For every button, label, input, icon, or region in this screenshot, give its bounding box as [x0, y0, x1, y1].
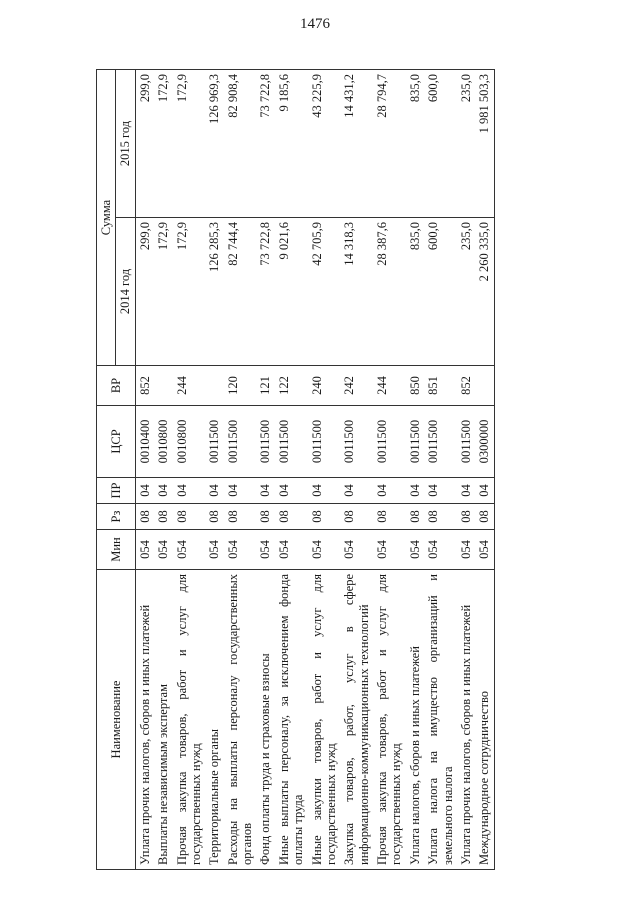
cell-csr: 0011500	[457, 406, 475, 478]
table-row	[475, 70, 494, 870]
cell-pr: 04	[205, 478, 223, 504]
cell-pr: 04	[457, 478, 475, 504]
cell-vr: 121	[256, 366, 274, 406]
cell-y2014: 600,0	[424, 218, 457, 366]
header-sum: Сумма	[97, 70, 116, 366]
cell-rz: 08	[154, 504, 172, 530]
cell-csr: 0011500	[205, 406, 223, 478]
cell-rz: 08	[135, 504, 154, 530]
cell-name: Территориальные органы	[205, 570, 223, 870]
cell-name: Международное сотрудничество	[475, 570, 494, 870]
cell-rz: 08	[406, 504, 424, 530]
cell-name: Прочая закупка товаров, работ и услуг для государственных нужд	[373, 570, 406, 870]
cell-y2015: 82 908,4	[224, 70, 257, 218]
cell-y2014: 835,0	[406, 218, 424, 366]
cell-min: 054	[424, 530, 457, 570]
cell-vr: 120	[224, 366, 257, 406]
table-row	[373, 70, 406, 870]
cell-name: Уплата налогов, сборов и иных платежей	[406, 570, 424, 870]
cell-rz: 08	[340, 504, 373, 530]
cell-vr: 852	[457, 366, 475, 406]
cell-csr: 0011500	[224, 406, 257, 478]
cell-csr: 0011500	[373, 406, 406, 478]
cell-name: Закупка товаров, работ, услуг в сфере информационно-коммуникационных технологий	[340, 570, 373, 870]
cell-min: 054	[275, 530, 308, 570]
header-csr: ЦСР	[97, 406, 136, 478]
cell-y2014: 42 705,9	[308, 218, 341, 366]
page-number: 1476	[300, 16, 330, 32]
cell-y2014: 14 318,3	[340, 218, 373, 366]
table-row	[340, 70, 373, 870]
cell-pr: 04	[256, 478, 274, 504]
cell-csr: 0010400	[135, 406, 154, 478]
cell-rz: 08	[373, 504, 406, 530]
cell-name: Уплата налога на имущество организаций и земельного налога	[424, 570, 457, 870]
cell-pr: 04	[340, 478, 373, 504]
cell-vr: 852	[135, 366, 154, 406]
table-row	[275, 70, 308, 870]
cell-y2015: 9 185,6	[275, 70, 308, 218]
cell-y2014: 9 021,6	[275, 218, 308, 366]
header-rz: Рз	[97, 504, 136, 530]
cell-min: 054	[475, 530, 494, 570]
table-row	[308, 70, 341, 870]
cell-y2014: 235,0	[457, 218, 475, 366]
cell-min: 054	[308, 530, 341, 570]
cell-y2014: 172,9	[173, 218, 206, 366]
cell-pr: 04	[308, 478, 341, 504]
cell-y2014: 82 744,4	[224, 218, 257, 366]
table-body	[135, 70, 494, 870]
table-row	[406, 70, 424, 870]
cell-vr: 240	[308, 366, 341, 406]
cell-rz: 08	[173, 504, 206, 530]
cell-rz: 08	[424, 504, 457, 530]
cell-y2015: 28 794,7	[373, 70, 406, 218]
cell-name: Прочая закупка товаров, работ и услуг для государственных нужд	[173, 570, 206, 870]
cell-csr: 0010800	[173, 406, 206, 478]
cell-pr: 04	[406, 478, 424, 504]
cell-vr	[154, 366, 172, 406]
cell-y2015: 172,9	[173, 70, 206, 218]
cell-y2015: 14 431,2	[340, 70, 373, 218]
table-row	[154, 70, 172, 870]
cell-min: 054	[340, 530, 373, 570]
cell-min: 054	[256, 530, 274, 570]
cell-min: 054	[205, 530, 223, 570]
table-row	[224, 70, 257, 870]
cell-y2015: 1 981 503,3	[475, 70, 494, 218]
cell-y2015: 835,0	[406, 70, 424, 218]
cell-y2015: 43 225,9	[308, 70, 341, 218]
table-row	[135, 70, 154, 870]
cell-vr	[205, 366, 223, 406]
table-row	[457, 70, 475, 870]
cell-csr: 0011500	[275, 406, 308, 478]
cell-name: Уплата прочих налогов, сборов и иных платежей	[457, 570, 475, 870]
cell-rz: 08	[457, 504, 475, 530]
cell-vr: 122	[275, 366, 308, 406]
cell-csr: 0011500	[424, 406, 457, 478]
header-vr: ВР	[97, 366, 136, 406]
cell-csr: 0011500	[340, 406, 373, 478]
table-row	[256, 70, 274, 870]
cell-y2014: 2 260 335,0	[475, 218, 494, 366]
budget-table	[96, 69, 495, 870]
cell-name: Уплата прочих налогов, сборов и иных платежей	[135, 570, 154, 870]
header-pr: ПР	[97, 478, 136, 504]
cell-min: 054	[406, 530, 424, 570]
cell-y2015: 126 969,3	[205, 70, 223, 218]
cell-y2014: 28 387,6	[373, 218, 406, 366]
cell-vr: 244	[173, 366, 206, 406]
cell-vr	[475, 366, 494, 406]
cell-name: Иные выплаты персоналу, за исключением фонда оплаты труда	[275, 570, 308, 870]
cell-rz: 08	[275, 504, 308, 530]
rotated-table-container	[96, 70, 566, 870]
cell-min: 054	[135, 530, 154, 570]
cell-csr: 0300000	[475, 406, 494, 478]
cell-rz: 08	[205, 504, 223, 530]
header-2014: 2014 год	[116, 218, 135, 366]
cell-pr: 04	[154, 478, 172, 504]
cell-vr: 242	[340, 366, 373, 406]
cell-vr: 244	[373, 366, 406, 406]
cell-rz: 08	[256, 504, 274, 530]
table-row	[173, 70, 206, 870]
cell-name: Иные закупки товаров, работ и услуг для государственных нужд	[308, 570, 341, 870]
cell-rz: 08	[224, 504, 257, 530]
cell-csr: 0011500	[256, 406, 274, 478]
cell-y2015: 600,0	[424, 70, 457, 218]
cell-pr: 04	[135, 478, 154, 504]
cell-rz: 08	[475, 504, 494, 530]
cell-min: 054	[173, 530, 206, 570]
cell-y2015: 299,0	[135, 70, 154, 218]
cell-y2015: 172,9	[154, 70, 172, 218]
cell-y2014: 126 285,3	[205, 218, 223, 366]
header-name: Наименование	[97, 570, 136, 870]
cell-csr: 0011500	[406, 406, 424, 478]
cell-csr: 0010800	[154, 406, 172, 478]
cell-min: 054	[224, 530, 257, 570]
cell-vr: 851	[424, 366, 457, 406]
cell-y2015: 73 722,8	[256, 70, 274, 218]
cell-y2014: 172,9	[154, 218, 172, 366]
cell-pr: 04	[424, 478, 457, 504]
table-row	[424, 70, 457, 870]
cell-csr: 0011500	[308, 406, 341, 478]
cell-pr: 04	[224, 478, 257, 504]
table-row	[205, 70, 223, 870]
cell-vr: 850	[406, 366, 424, 406]
cell-name: Фонд оплаты труда и страховые взносы	[256, 570, 274, 870]
cell-y2015: 235,0	[457, 70, 475, 218]
cell-min: 054	[457, 530, 475, 570]
cell-pr: 04	[173, 478, 206, 504]
cell-min: 054	[373, 530, 406, 570]
cell-pr: 04	[373, 478, 406, 504]
cell-y2014: 299,0	[135, 218, 154, 366]
cell-rz: 08	[308, 504, 341, 530]
header-2015: 2015 год	[116, 70, 135, 218]
cell-name: Выплаты независимым экспертам	[154, 570, 172, 870]
cell-y2014: 73 722,8	[256, 218, 274, 366]
cell-pr: 04	[475, 478, 494, 504]
cell-pr: 04	[275, 478, 308, 504]
cell-name: Расходы на выплаты персоналу государственных органов	[224, 570, 257, 870]
header-min: Мин	[97, 530, 136, 570]
cell-min: 054	[154, 530, 172, 570]
